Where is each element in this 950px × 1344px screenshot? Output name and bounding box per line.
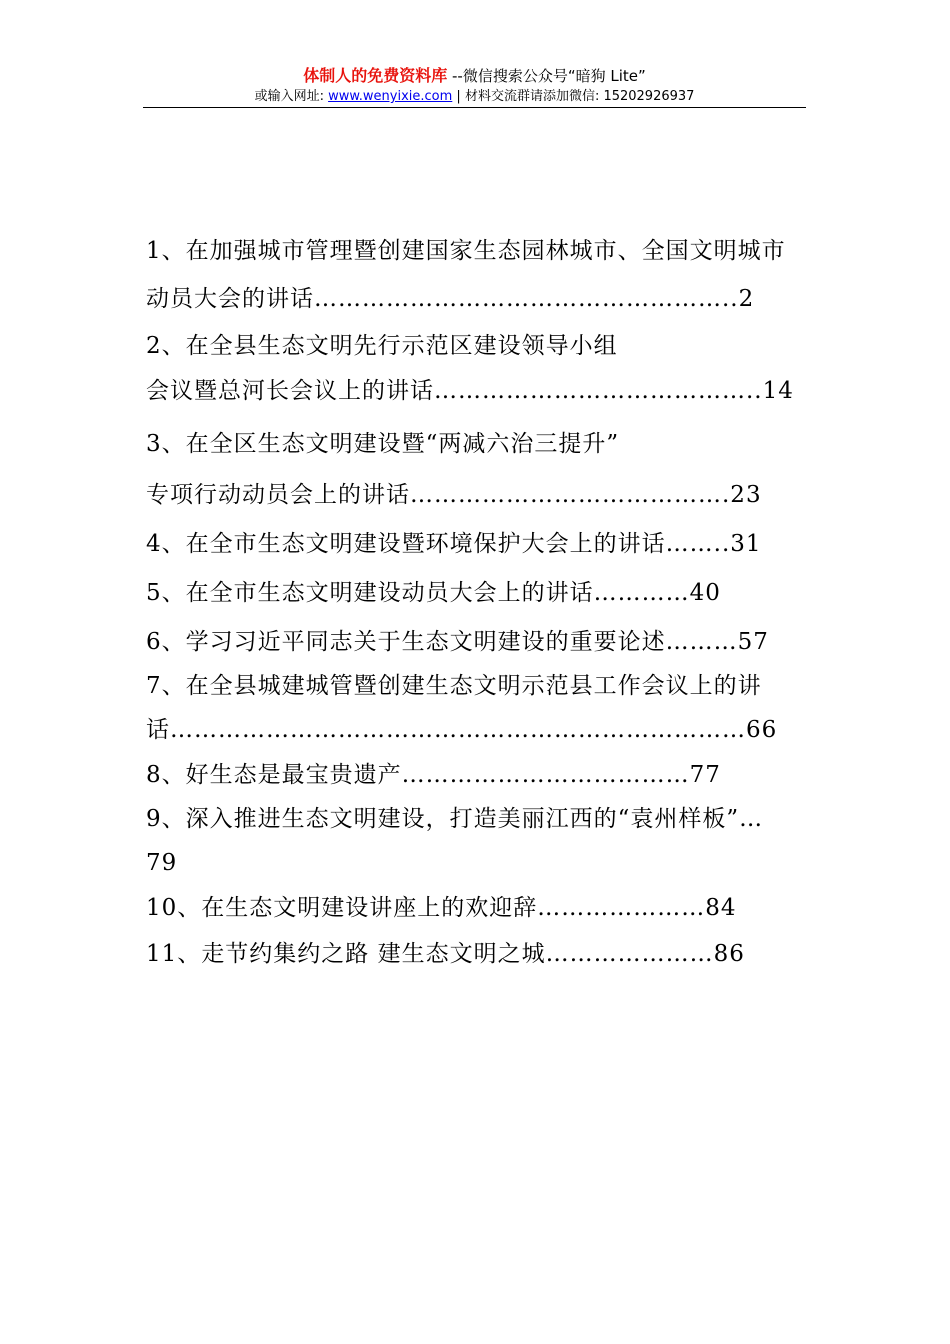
- header-tagline: --微信搜索公众号“暗狗 Lite”: [447, 67, 646, 85]
- toc-line: 2、在全县生态文明先行示范区建设领导小组: [146, 333, 618, 359]
- toc-line: 1、在加强城市管理暨创建国家生态园林城市、全国文明城市: [146, 238, 786, 264]
- toc-line: 3、在全区生态文明建设暨“两减六治三提升”: [146, 431, 620, 457]
- header-line-2: [143, 88, 806, 106]
- toc-line: 动员大会的讲话……………………………………………..2: [146, 286, 755, 312]
- header-url-prefix: 或输入网址:: [254, 89, 329, 104]
- header-contact: | 材料交流群请添加微信: 15202926937: [452, 89, 695, 104]
- page-header: [143, 66, 806, 106]
- toc-line: 9、深入推进生态文明建设，打造美丽江西的“袁州样板”…: [146, 806, 764, 832]
- toc-line: 11、走节约集约之路 建生态文明之城…………………86: [146, 941, 745, 967]
- toc-line: 5、在全市生态文明建设动员大会上的讲话…………40: [146, 580, 721, 606]
- toc-line: 话………………………………………………………………66: [146, 717, 778, 743]
- toc-line: 4、在全市生态文明建设暨环境保护大会上的讲话……..31: [146, 531, 762, 557]
- toc-line: 8、好生态是最宝贵遗产………………………………77: [146, 762, 721, 788]
- header-rule: [143, 107, 806, 108]
- toc-line: 7、在全县城建城管暨创建生态文明示范县工作会议上的讲: [146, 673, 762, 699]
- toc-line: 6、学习习近平同志关于生态文明建设的重要论述………57: [146, 629, 769, 655]
- header-brand: 体制人的免费资料库: [303, 66, 448, 85]
- toc-line: 10、在生态文明建设讲座上的欢迎辞…………………84: [146, 895, 737, 921]
- toc-line: 会议暨总河长会议上的讲话…………………………………..14: [146, 378, 794, 404]
- header-line-1: [143, 66, 806, 86]
- header-website-link[interactable]: www.wenyixie.com: [328, 89, 453, 104]
- toc-line: 专项行动动员会上的讲话………………………………….23: [146, 482, 762, 508]
- toc-line: 79: [146, 850, 178, 876]
